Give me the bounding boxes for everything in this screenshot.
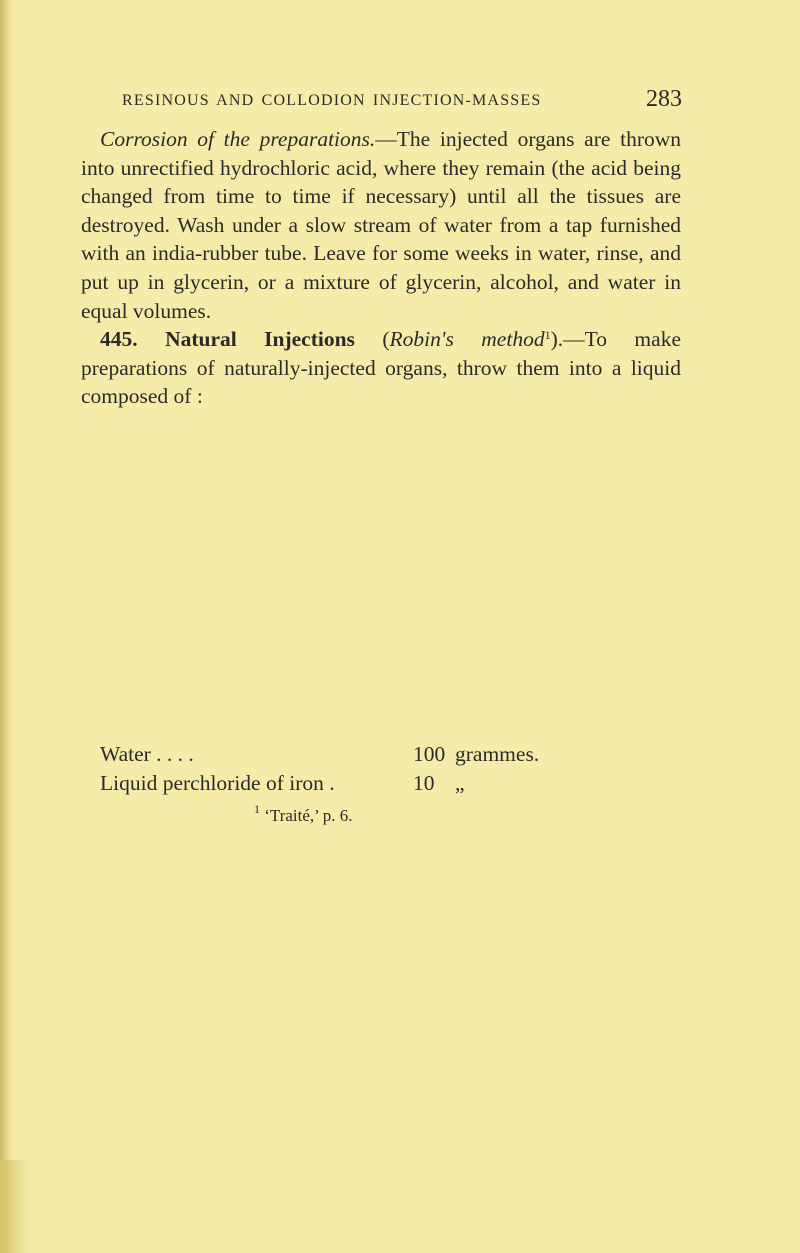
running-head: RESINOUS AND COLLODION INJECTION-MASSES [122,92,542,109]
recipe-quantity: 10 [413,770,435,795]
recipe-quantity: 100 [413,742,446,766]
paragraph-lead-italic: Corrosion of the preparations. [100,127,376,151]
recipe-ingredient: Water . . . . [100,742,194,766]
footnote-text: ‘Traité,’ p. 6. [260,806,353,825]
paragraph-corrosion [81,125,681,325]
recipe-row [100,740,620,769]
recipe-ingredient: Liquid perchloride of iron . [100,770,335,795]
section-heading: Natural Injections [165,327,355,352]
footnote-mark: 1 [254,802,260,816]
recipe-table [100,740,620,797]
footnote-reference: 1 [544,328,551,343]
open-paren: ( [354,327,390,352]
section-italic: Robin's method [389,327,545,352]
section-number: 445. [100,327,138,352]
page-number: 283 [646,86,682,112]
close-paren: ) [550,327,558,352]
footnote [254,802,353,826]
page-header [122,86,682,118]
paragraph-natural-injections [81,325,681,411]
body-text [81,125,681,411]
page-edge-shadow-lower [0,1160,30,1253]
recipe-row [100,769,620,798]
recipe-unit: grammes. [455,742,540,766]
paragraph-text: —The injected organs are thrown into unrectified hydrochloric acid, where they remain (the acid being changed from time to time if necessary) until all the tissues are destroyed. Wash under a slow stream of water from a tap furnished with an india-rubber tube. Leave for some weeks in water, rinse, and put up in glycerin, or a mixture of glycerin, alcohol, and water in equal volumes. [81,127,682,323]
section-text: .—To make preparations of naturally-injected organs, throw them into a liquid composed of : [81,327,681,409]
page-edge-shadow [0,0,14,1253]
recipe-unit: „ [455,770,465,795]
